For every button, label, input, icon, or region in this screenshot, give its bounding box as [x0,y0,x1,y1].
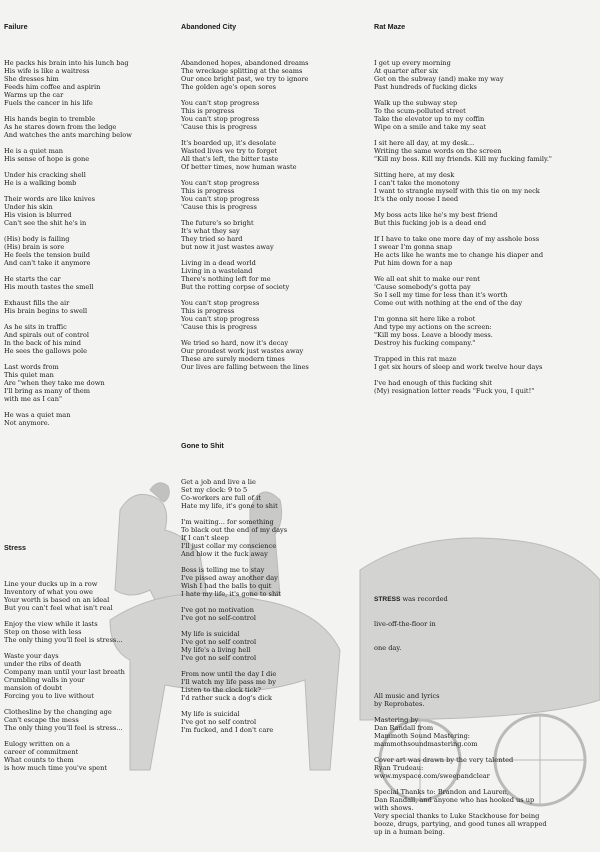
lyric-line: All music and lyrics [374,692,440,700]
credits-stanzas [374,692,547,836]
lyric-line: Take the elevator up to my coffin [374,115,485,123]
stanza [181,670,287,702]
lyric-line: It's boarded up, it's desolate [181,139,277,147]
lyric-line: I hate my life, it's gone to shit [181,590,281,598]
lyric-line: He feels the tension build [4,251,90,259]
lyric-line: Sitting here, at my desk [374,171,455,179]
stanza [4,171,132,187]
lyric-line: I've got no motivation [181,606,255,614]
lyric-line: I've had enough of this fucking shit [374,379,492,387]
stanza [4,411,132,427]
lyric-line: I swear I'm gonna snap [374,243,453,251]
stanza [4,652,125,700]
lyric-line: Walk up the subway step [374,99,458,107]
lyric-line: He packs his brain into his lunch bag [4,59,129,67]
lyric-line: by Reprobates. [374,700,425,708]
lyric-line: I've got no self control [181,638,257,646]
lyric-line: In the back of his mind [4,339,81,347]
lyric-line: mammothsoundmastering.com [374,740,478,748]
lyric-line: Special Thanks to: Brandon and Lauren, [374,788,509,796]
lyric-line: Wipe on a smile and take my seat [374,123,487,131]
stanza [4,195,132,227]
credits-intro-line: live-off-the-floor in [374,620,436,628]
lyric-line: You can't stop progress [181,299,260,307]
lyric-line: What counts to them [4,756,74,764]
stanza [4,620,125,644]
lyric-line: 'Cause this is progress [181,323,257,331]
song-title-failure: Failure [4,22,28,31]
lyric-line: 'Cause somebody's gotta pay [374,283,471,291]
song-lyrics-failure [4,59,132,427]
lyric-line: I've got no self control [181,718,257,726]
lyric-line: I want to strangle myself with this tie on my neck [374,187,540,195]
lyric-line: (My) resignation letter reads "Fuck you, I quit!" [374,387,535,395]
lyric-line: And watches the ants marching below [4,131,132,139]
stanza [4,299,132,315]
lyric-line: Can't escape the mess [4,716,79,724]
lyric-line: You can't stop progress [181,99,260,107]
lyric-line: "Kill my boss. Kill my friends. Kill my fucking family." [374,155,552,163]
lyric-line: I'm waiting... for something [181,518,274,526]
lyric-line: This is progress [181,107,235,115]
stanza [181,478,287,510]
lyric-line: He was a quiet man [4,411,71,419]
stanza [181,59,309,91]
lyric-line: www.myspace.com/sweepandclear [374,772,490,780]
lyric-line: with me as I can" [4,395,63,403]
lyric-line: My boss acts like he's my best friend [374,211,498,219]
lyric-line: up in a human being. [374,828,445,836]
stanza [374,716,547,748]
lyric-line: The only thing you'll feel is stress... [4,636,123,644]
lyric-line: Their words are like knives [4,195,96,203]
song-title-gone-to-shit: Gone to Shit [181,441,224,450]
stanza [4,275,132,291]
lyric-line: Hate my life, it's gone to shit [181,502,278,510]
lyric-line: Ryan Trudeau: [374,764,424,772]
lyric-line: Eulogy written on a [4,740,70,748]
lyric-line: We all eat shit to make our rent [374,275,480,283]
credits-stress-word: STRESS [374,596,401,603]
lyric-line: Boss is telling me to stay [181,566,265,574]
lyric-line: career of commitment [4,748,79,756]
lyric-line: His sense of hope is gone [4,155,90,163]
lyric-line: (His) body is failing [4,235,70,243]
lyric-line: I'll watch my life pass me by [181,678,276,686]
lyric-line: The golden age's open sores [181,83,276,91]
lyric-line: To the scum-polluted street [374,107,466,115]
stanza [374,171,552,203]
lyric-line: He acts like he wants me to change his diaper and [374,251,544,259]
lyric-line: I get six hours of sleep and work twelve hour days [374,363,543,371]
stanza [374,379,552,395]
lyric-line: Living in a dead world [181,259,256,267]
stanza [374,235,552,267]
stanza [374,99,552,131]
stanza [181,606,287,622]
lyric-line: He is a quiet man [4,147,64,155]
lyric-line: And blow it the fuck away [181,550,268,558]
lyric-line: Last words from [4,363,59,371]
stanza [181,518,287,558]
lyric-line: His mouth tastes the smell [4,283,94,291]
lyric-line: Abandoned hopes, abandoned dreams [181,59,309,67]
lyric-line: Are "when they take me down [4,379,105,387]
lyric-line: but now it just wastes away [181,243,274,251]
lyric-line: You can't stop progress [181,179,260,187]
lyric-line: Our lives are falling between the lines [181,363,309,371]
lyric-line: My life is suicidal [181,630,240,638]
lyric-line: The wreckage splitting at the seams [181,67,303,75]
column-left-top [4,6,132,443]
lyric-line: This is progress [181,307,235,315]
lyric-line: Waste your days [4,652,59,660]
song-lyrics-gone-to-shit [181,478,287,734]
stanza [4,363,132,403]
lyric-line: All that's left, the bitter taste [181,155,279,163]
lyric-line: If I have to take one more day of my asshole boss [374,235,540,243]
song-title-abandoned-city: Abandoned City [181,22,237,31]
credits-intro-rest: was recorded [400,595,448,603]
lyric-line: I'd rather suck a dog's dick [181,694,273,702]
lyric-line: And type my actions on the screen: [374,323,492,331]
lyric-line: It's what they say [181,227,240,235]
credits-intro-line: one day. [374,644,402,652]
lyric-line: I'm fucked, and I don't care [181,726,274,734]
stanza [374,756,547,780]
lyric-line: Line your ducks up in a row [4,580,98,588]
lyric-line: Fuels the cancer in his life [4,99,93,107]
lyric-line: mansion of doubt [4,684,63,692]
lyric-line: Wish I had the balls to quit [181,582,272,590]
lyric-line: Get on the subway (and) make my way [374,75,504,83]
lyric-line: And can't take it anymore [4,259,91,267]
song-title-rat-maze: Rat Maze [374,22,406,31]
lyric-line: Writing the same words on the screen [374,147,502,155]
lyric-line: Set my clock: 9 to 5 [181,486,248,494]
stanza [181,630,287,662]
lyric-line: My life is suicidal [181,710,240,718]
lyric-line: Your worth is based on an ideal [4,596,110,604]
lyric-line: Not anymore. [4,419,50,427]
stanza [181,259,309,291]
lyric-line: Co-workers are full of it [181,494,261,502]
lyric-line: You can't stop progress [181,115,260,123]
lyric-line: Put him down for a nap [374,259,453,267]
stanza [181,99,309,131]
credits-intro [374,579,547,668]
stanza [374,59,552,91]
lyric-line: Can't see the shit he's in [4,219,87,227]
lyric-line: "Kill my boss. Leave a bloody mess. [374,331,493,339]
stanza [4,580,125,612]
stanza [374,315,552,347]
lyric-line: Wasted lives we try to forget [181,147,278,155]
lyric-line: He sees the gallows pole [4,347,87,355]
lyric-line: (His) brain is sore [4,243,65,251]
lyric-line: She dresses him [4,75,59,83]
lyric-line: As he stares down from the ledge [4,123,117,131]
lyric-line: Clothesline by the changing age [4,708,112,716]
column-middle-top [181,6,309,387]
lyric-line: is how much time you've spent [4,764,107,772]
lyric-line: To black out the end of my days [181,526,288,534]
stanza [4,708,125,732]
stanza [374,139,552,163]
song-lyrics-stress [4,580,125,772]
lyric-line: Inventory of what you owe [4,588,93,596]
lyric-line: The future's so bright [181,219,254,227]
stanza [181,139,309,171]
lyric-line: Feeds him coffee and aspirin [4,83,101,91]
lyric-line: I'm gonna sit here like a robot [374,315,476,323]
lyric-line: Cover art was drawn by the very talented [374,756,514,764]
lyric-line: Our once bright past, we try to ignore [181,75,309,83]
lyric-line: And spirals out of control [4,331,89,339]
lyric-line: I'll just collar my conscience [181,542,277,550]
lyric-line: There's nothing left for me [181,275,271,283]
lyric-line: Exhaust fills the air [4,299,70,307]
lyric-line: Come out with nothing at the end of the day [374,299,523,307]
lyric-line: As he sits in traffic [4,323,67,331]
lyric-line: You can't stop progress [181,315,260,323]
lyric-line: Destroy his fucking company." [374,339,476,347]
lyric-line: I sit here all day, at my desk... [374,139,475,147]
lyric-line: Past hundreds of fucking dicks [374,83,477,91]
lyric-line: Very special thanks to Luke Stackhouse for being [374,812,540,820]
lyric-line: Get a job and live a lie [181,478,256,486]
stanza [181,219,309,251]
song-lyrics-abandoned-city [181,59,309,371]
lyric-line: These are surely modern times [181,355,285,363]
lyric-line: Company man until your last breath [4,668,125,676]
lyric-line: This quiet man [4,371,54,379]
stanza [181,710,287,734]
lyric-line: 'Cause this is progress [181,123,257,131]
lyric-line: Of better times, now human waste [181,163,297,171]
lyric-line: Forcing you to live without [4,692,94,700]
lyric-line: You can't stop progress [181,195,260,203]
lyric-line: But the rotting corpse of society [181,283,290,291]
lyric-line: I'll bring as many of them [4,387,90,395]
stanza [4,147,132,163]
lyric-line: Listen to the clock tick? [181,686,261,694]
lyric-line: He is a walking bomb [4,179,77,187]
lyric-line: So I sell my time for less than it's worth [374,291,508,299]
column-left-bottom [4,527,125,788]
lyric-line: Trapped in this rat maze [374,355,457,363]
lyric-line: But you can't feel what isn't real [4,604,113,612]
lyric-line: Crumbling walls in your [4,676,85,684]
lyric-line: Step on those with less [4,628,82,636]
stanza [181,179,309,211]
lyric-line: Dan Randall, and anyone who has hooked us up [374,796,535,804]
lyric-line: Under his cracking shell [4,171,86,179]
lyric-line: My life's a living hell [181,646,251,654]
lyric-line: If I can't sleep [181,534,229,542]
lyric-line: Enjoy the view while it lasts [4,620,98,628]
song-lyrics-rat-maze [374,59,552,395]
stanza [181,339,309,371]
column-middle-bottom [181,425,287,750]
stanza [4,323,132,355]
lyric-line: Our proudest work just wastes away [181,347,304,355]
lyric-line: I've pissed away another day [181,574,278,582]
lyric-line: His brain begins to swell [4,307,88,315]
stanza [181,299,309,331]
lyric-line: Living in a wasteland [181,267,253,275]
lyric-line: I can't take the monotony [374,179,460,187]
lyric-line: This is progress [181,187,235,195]
stanza [374,211,552,227]
lyric-line: Dan Randall from [374,724,434,732]
lyric-line: From now until the day I die [181,670,277,678]
lyric-line: They tried so hard [181,235,243,243]
stanza [181,566,287,598]
stanza [374,355,552,371]
lyric-line: It's the only noose I need [374,195,459,203]
lyric-line: 'Cause this is progress [181,203,257,211]
lyric-line: I get up every morning [374,59,451,67]
lyric-line: But this fucking job is a dead end [374,219,487,227]
lyric-line: under the ribs of death [4,660,82,668]
lyric-line: I've got no self-control [181,614,257,622]
lyric-line: His hands begin to tremble [4,115,96,123]
lyric-line: The only thing you'll feel is stress... [4,724,123,732]
stanza [4,740,125,772]
lyric-line: His vision is blurred [4,211,72,219]
stanza [374,788,547,836]
lyric-line: We tried so hard, now it's decay [181,339,289,347]
lyric-line: His wife is like a waitress [4,67,90,75]
lyric-line: with shows. [374,804,414,812]
lyric-line: He starts the car [4,275,61,283]
album-credits [374,563,547,852]
lyric-line: booze, drugs, partying, and good tunes all wrapped [374,820,547,828]
lyric-line: At quarter after six [374,67,439,75]
song-title-stress: Stress [4,543,26,552]
stanza [374,275,552,307]
lyric-line: Warms up the car [4,91,64,99]
lyric-line: Mastering by [374,716,419,724]
stanza [4,235,132,267]
lyric-line: I've got no self control [181,654,257,662]
lyric-line: Mammoth Sound Mastering: [374,732,471,740]
stanza [4,115,132,139]
stanza [4,59,132,107]
column-right-top [374,6,552,411]
stanza [374,692,547,708]
lyric-line: Under his skin [4,203,53,211]
